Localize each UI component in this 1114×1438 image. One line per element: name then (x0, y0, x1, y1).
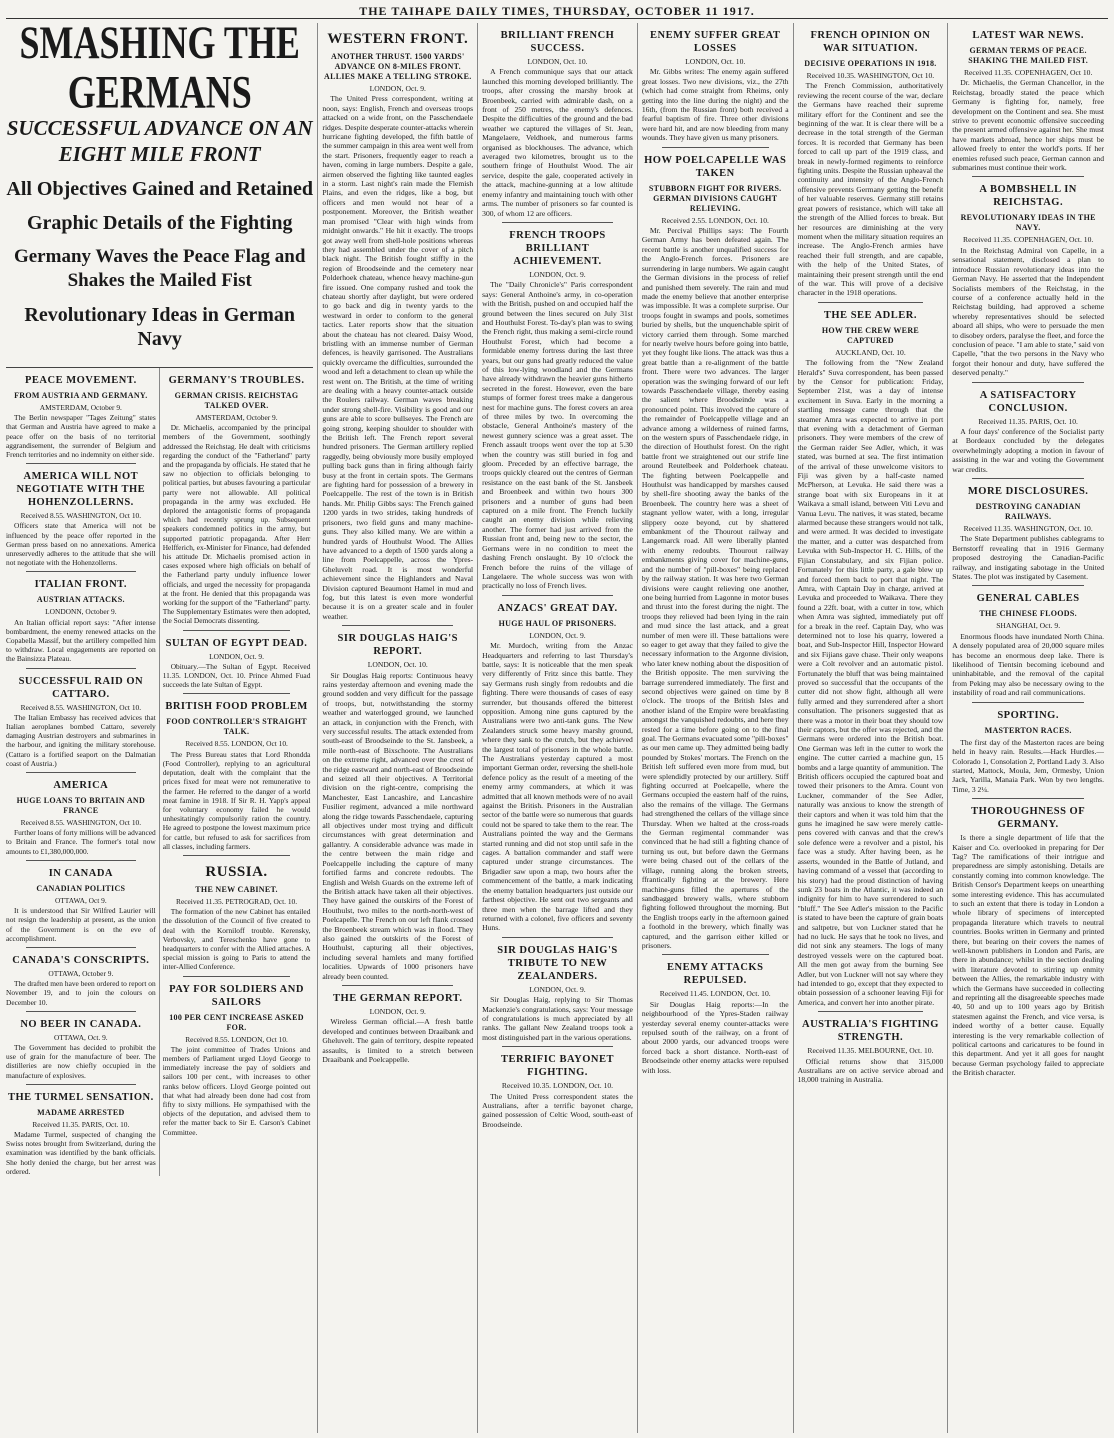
article-body: Dr. Michaelis, accompanied by the principal members of the Government, soothingly addressed the Reichstag. He dealt with criticisms regarding the conduct of the "Fatherland" party and the propaganda by officials. He stated that he saw no objection to officials belonging to political parties, but abuses favouring a particular party were not allowable. All political propaganda in the army was excluded. He deplored the antagonistic forms of propaganda which had recently sprung up. Subsequent speakers condemned politics in the army, but supported patriotic propaganda. After Herr Helfferich, ex-Minister for Finance, had defended his attitude Dr. Michaelis promised action in cases exposed where high officials on behalf of the Fatherland party unduly influence lower officials, and urged the necessity for propaganda at the front. He denied that this propaganda was working for the support of the "Fatherland" party. The Supplementary Estimates were then adopted, the Social Democrats dissenting. (162, 423, 311, 626)
article-body: Sir Douglas Haig reports: Continuous heavy rains yesterday afternoon and evening made the ground sodden and very difficult for the passage of troops, but, notwithstanding the stormy weather and waterlogged ground, we launched an attack, in conjunction with the French, with very successful results. The attack extended from south-east of Broodseinde to the St. Jansbeek, a mile north-east of Bixschoote. The Australians on the extreme right, advanced over the crest of the ridge eastward and north-east of Broodseinde and seized all their objectives. A Territorial division on the right-centre, comprising the Manchester, East Lancashire, and Lancashire Fusilier regiment, advanced a mile northward along the ridge towards Passchendaele, capturing all objectives under most trying and difficult circumstances with great determination and gallantry. A considerable advance was made in the centre between the main ridge and Poelcappelle including the capture of many fortified farms and concrete redoubts. The English and Welsh Guards on the extreme left of the British attack have taken all their objectives. They have gained the outskirts of the Forest of Houthulst, two miles to the north-north-west of Poelcapelle. The French on our left flank crossed the Broenbeek stream which was in flood. They also gained the outskirts of the Forest of Houthulst, capturing all their objectives, including several hamlets and many fortified localities. Upwards of 1000 prisoners have already been counted. (322, 670, 474, 981)
column-rule (502, 222, 613, 223)
column-rule (26, 1084, 136, 1085)
article (952, 592, 1104, 702)
article-body: The French Commission, authoritatively reviewing the recent course of the war, declare the Germans have reached their supreme military effort for the Continent and see the beginning of the war. It is clear there will be a decrease in the total strength of the German forces. It is recorded that Germany has been forced to call up part of the 1919 class, and break in newly-formed regiments to reinforce fighting units. Despite the Russian upheaval the continuity and intensity of the Anglo-French offensive prevents Germany getting the benefit of her valuable reserves. Germany still retains great powers of resistance, which will take all the strength of the Allied forces to break. But her resources are diminishing at the very moment when the military situation requires an increase. The Anglo-French armies have reached their full strength, and are capable, with the help of the United States, of maintaining their present strength until the end of the war. This will prove of a decisive character in the 1918 operations. (797, 81, 944, 298)
article-subheadline: GERMAN TERMS OF PEACE. SHAKING THE MAILED FIST. (968, 46, 1089, 65)
column-1a (6, 368, 160, 1176)
article (6, 1091, 156, 1176)
article-body: Enormous floods have inundated North China. A densely populated area of 20,000 square miles has become an enormous deep lake. There is likelihood of Tientsin becoming icebound and uninhabitable, and the removal of the capital from Peking may also be necessary owing to the instability of road and rail communications. (952, 631, 1105, 698)
article (6, 779, 156, 861)
column-rule (26, 571, 136, 572)
column-rule (818, 302, 924, 303)
article (952, 709, 1104, 799)
article (642, 154, 789, 956)
article-headline: GERMANY'S TROUBLES. (168, 375, 305, 386)
article-body: Madame Turmel, suspected of changing the Swiss notes brought from Switzerland, during the examination was identified by the bank officials. She hotly denied the charge, but her arrest was ordered. (6, 1129, 156, 1176)
article-headline: CANADA'S CONSCRIPTS. (12, 954, 150, 966)
article-dateline: Received 8.55. WASHINGTON, Oct 10. (20, 702, 142, 712)
article (6, 954, 156, 1012)
article-body: The drafted men have been ordered to report on November 19, and to join the colours on December 10. (6, 979, 156, 1007)
column-3 (478, 23, 638, 1433)
column-rule (818, 1011, 924, 1012)
article-dateline: Received 8.55. WASHINGTON, Oct 10. (20, 511, 142, 521)
article-headline: PAY FOR SOLDIERS AND SAILORS (169, 983, 304, 1008)
article-body: Mr. Murdoch, writing from the Anzac Headquarters and referring to last Thursday's battle, says: It is noticeable that the men speak very differently of Fritz since this battle. They say Germans rush singly from redoubts and die fighting. There were thousands of cases of easy surrender, but thousands offered the bitterest opposition. Among nine guns captured by the Australians were two anti-tank guns. The New Zealanders struck some heavy marshy ground, where they sank to the crutch, but they achieved the largest total of prisoners in the whole battle. The Australians yesterday captured a most important German order, reversing the shell-hole defence policy as the result of a meeting of the enemy army commanders, at which it was admitted that all known methods were of no avail against the British. Prisoners in the Australian sector of the battle were so numerous that guards could not be spared to take them to the rear. The Australians pointed the way and the Germans started running and did not stop until safe in the cages. A battalion commander and staff were captured under strange circumstances. The Brigadier saw upon a map, two hours after the commencement of the battle, a mark indicating the enemy battalion headquarters just outside our farthest objective. He sent out two sergeants and three men when the barrage lifted and they returned with a colonel, five officers and seventy Huns. (482, 641, 633, 933)
article-dateline: Received 11.35. MELBOURNE, Oct. 10. (807, 1046, 934, 1056)
article-body: The United Press correspondent, writing at noon, says: English, French and overseas troops attacked on a wide front, on the Passchendaele ridges. Despite desperate counter-attacks wherein hurricane fighting developed, the fifth battle of the summer campaign in this area went well from the start. Prisoners, frequently eager to reach a haven, coming in large numbers. Despite a gale, airmen observed the fighting like taunted eagles in a storm. Last night's rain made the Flemish Plains, and even the ridges, like a bog, but officers and men would not hear of a postponement. Moreover, the British weather man promised "Clear with high winds from midnight onwards." He hit it exactly. The troops got away well from shell-hole positions whereas they had assembled under the cover of a pitch black night. The British fought stiffly in the region of Broodseinde and the cemetery near Polderhoek chateau, whence heavy machine-gun fire issued. One company rushed and took the chateau shortly after daylight, but were ordered to go back and dig in twenty yards to the westward in order to conform to the general tactics. Later reports show that the situation about the chateau has not cleared. Daisy Wood, bristling with an immense number of German defences, is heavily garrisoned. The Australians quickly overcame the difficulties, surrounded the wood and left a detachment to clean up while the rest went on. The British, at the time of writing are dealing with a heavy counter-attack outside the Roulers railway. German waves breaking under strong shell-fire. Visibility is good and our guns are able to score bullseyes. The French are going strong, keeping shoulder to shoulder with the British left. The French report several hundred prisoners. The German artillery replied raggedly, being obviously more busily employed pulling back guns than in firing although fairly busy at the front in certain spots. The Germans are fighting hard for possession of a brewery in Poelcappelle. The rest of the town is in British hands. Mr. Philip Gibbs says: The French gained 1200 yards in two strides, taking hundreds of prisoners, two field guns and many machine-guns. They also killed many. We are within a hundred yards of Houthulst Wood. The Allies have advanced to a depth of 1500 yards along a line from Poelcappelle, across the Ypres-Gheluvelt road. It is most wonderful achievement since the Highlanders and Naval Division captured Beaumont Hamel in mud and fog, but this latest is even more wonderful because it is on a greater scale and in fouler weather. (322, 94, 474, 621)
article-subheadline: ANOTHER THRUST. 1500 YARDS' ADVANCE ON 8-MILES FRONT. ALLIES MAKE A TELLING STROKE. (324, 52, 472, 81)
article-dateline: OTTAWA, Oct 9. (54, 895, 107, 905)
main-headline: SMASHING THE GERMANS (19, 23, 300, 118)
column-rule (26, 772, 136, 773)
article-dateline: Received 10.35. WASHINGTON, Oct 10. (806, 71, 935, 80)
column-rule (662, 147, 769, 148)
article (642, 29, 789, 148)
article (482, 29, 633, 223)
article-subheadline: HUGE LOANS TO BRITAIN AND FRANCE (16, 796, 146, 816)
article-dateline: LONDON, Oct. 9. (209, 651, 264, 661)
article-body: The Berlin newspaper "Tages Zeitung" states that German and Austria have agreed to make a peace offer on the basis of no territorial aggrandisement, the surrender of Belgium and French territories and no indemnity on either side. (6, 413, 156, 460)
article-headline: AUSTRALIA'S FIGHTING STRENGTH. (801, 1019, 939, 1044)
column-rule (183, 630, 291, 631)
article (163, 374, 311, 631)
article (322, 632, 473, 986)
column-4 (638, 23, 794, 1433)
column-rule (183, 855, 291, 856)
column-rule (972, 585, 1084, 586)
article-subheadline: FOOD CONTROLLER'S STRAIGHT TALK. (166, 717, 307, 737)
subhead-4: Germany Waves the Peace Flag and Shakes the Mailed Fist (13, 246, 306, 291)
article (482, 602, 633, 938)
article-dateline: OTTAWA, October 9. (48, 968, 114, 978)
column-rule (502, 1046, 613, 1047)
article-body: It is understood that Sir Wilfred Laurier will not resign the leadership at present, as the union of the Government is on the eve of accomplishment. (6, 906, 156, 943)
article (952, 805, 1104, 1078)
article-headline: FRENCH TROOPS BRILLIANT ACHIEVEMENT. (509, 229, 606, 267)
article (322, 992, 473, 1064)
article-dateline: Received 11.35. COPENHAGEN, Oct. 10. (963, 235, 1094, 245)
article-dateline: Received 8.55. WASHINGTON, Oct 10. (20, 818, 142, 828)
article-body: Obituary.—The Sultan of Egypt. Received 11.35. LONDON, Oct. 10. Prince Ahmed Fuad succeeds the late Sultan of Egypt. (162, 661, 311, 690)
article-subheadline: HOW THE CREW WERE CAPTURED (821, 325, 920, 345)
article-body: Wireless German official.—A fresh battle developed and continues between Draaibank and Gheluvelt. The gain of territory, despite repeated assaults, is limited to a stretch between Draaibank and Poelcappelle. (322, 1017, 474, 1064)
article-body: Sir Douglas Haig reports:—In the neighbourhood of the Ypres-Staden railway yesterday several enemy counter-attacks were repulsed south of the railway, on a front of about 2000 yards, our advanced troops were forced back a short distance. North-east of Broodseinde other enemy attacks were repulsed with loss. (641, 999, 789, 1075)
article (482, 1053, 633, 1129)
article-headline: GENERAL CABLES (976, 593, 1080, 605)
column-rule (972, 702, 1084, 703)
subhead-3: Graphic Details of the Fighting (26, 212, 293, 234)
article-body: Officers state that America will not be influenced by the peace offer reported in the German press based on no annexations. America unreservedly adheres to the attitude that she will not negotiate with the Hohenzollerns. (6, 521, 156, 568)
article (952, 389, 1104, 479)
article-dateline: Received 11.35. PARIS, Oct. 10. (32, 1119, 130, 1129)
column-6 (948, 23, 1108, 1433)
article-dateline: LONDON, Oct. 9. (369, 84, 426, 93)
article-dateline: Received 11.45. LONDON, Oct. 10. (659, 989, 771, 999)
article-body: The joint committee of Trades Unions and members of Parliament urged Lloyd George to immediately increase the pay of soldiers and sailors 100 per cent., with increases to other ranks below officers. Lloyd George pointed out that what had already been done had cost from fifty to sixty millions. He sympathised with the objects of the deputation, and advised them to refer the matter back to Sir E. Carson's Cabinet Committee. (162, 1044, 311, 1137)
article-subheadline: THE CHINESE FLOODS. (979, 609, 1077, 619)
article-headline: ENEMY ATTACKS REPULSED. (666, 962, 764, 987)
article-subheadline: HUGE HAUL OF PRISONERS. (498, 618, 617, 628)
column-1-subcolumns (6, 368, 313, 1176)
article-headline: AMERICA (53, 780, 109, 792)
article-headline: THE GERMAN REPORT. (333, 992, 463, 1004)
article-body: The formation of the new Cabinet has entailed the dissolution of the Council of five created to deal with the Korniloff trouble. Kerensky, Verbovsky, and Tereschenko have gone to headquarters to confer with the Allied attaches. A special mission is going to Paris to attend the inter-Allied Conference. (162, 907, 311, 972)
column-rule (972, 798, 1084, 799)
article-subheadline: CANADIAN POLITICS (36, 883, 126, 893)
article-dateline: LONDON, Oct. 9. (529, 630, 586, 640)
article (163, 983, 311, 1137)
column-rule (502, 937, 613, 938)
article-body: Mr. Gibbs writes: The enemy again suffered great losses. Two new divisions, viz., the 27th (which had come straight from Rheims, only getting into the line during the night) and the 16th, (from the Russian front) both received a fearful baptism of fire. Three other divisions were hard hit, and are now bleeding from many wounds. They have given us many prisoners. (641, 67, 789, 143)
article (163, 864, 311, 977)
article-headline: ANZACS' GREAT DAY. (497, 602, 618, 614)
article-body: The Italian Embassy has received advices that Italian aeroplanes bombed Cattaro, severely damaging Austrian destroyers and submarines in the harbour, and igniting the military storehouse. (Cattaro is a fortified seaport on the Dalmatian coast of Austria.) (6, 712, 156, 768)
article-subheadline: THE NEW CABINET. (195, 884, 278, 894)
article-subheadline: GERMAN CRISIS. REICHSTAG TALKED OVER. (174, 391, 299, 410)
article-dateline: LONDON, Oct. 10. (527, 57, 588, 66)
article-headline: A SATISFACTORY CONCLUSION. (979, 389, 1077, 414)
column-rule (972, 176, 1084, 177)
article-subheadline: DECISIVE OPERATIONS IN 1918. (804, 59, 937, 68)
article-dateline: Received 11.35. PARIS, Oct. 10. (978, 416, 1078, 426)
article-dateline: Received 11.35. COPENHAGEN, Oct 10. (963, 68, 1093, 77)
column-rule (183, 976, 291, 977)
article-headline: RUSSIA. (205, 863, 268, 880)
column-rule (26, 668, 136, 669)
article-dateline: OTTAWA, Oct. 9. (54, 1032, 108, 1042)
article-headline: BRILLIANT FRENCH SUCCESS. (500, 30, 615, 54)
article-dateline: LONDON, Oct. 10. (685, 57, 746, 66)
front-banner (6, 23, 314, 368)
article (163, 700, 311, 855)
article-subheadline: STUBBORN FIGHT FOR RIVERS. GERMAN DIVISIONS CAUGHT RELIEVING. (648, 183, 782, 213)
article-headline: THE TURMEL SENSATION. (7, 1091, 154, 1103)
article-headline: MORE DISCLOSURES. (967, 486, 1089, 497)
article (642, 961, 789, 1075)
column-rule (342, 985, 453, 986)
article-headline: SIR DOUGLAS HAIG'S REPORT. (337, 633, 458, 658)
article (952, 29, 1104, 177)
article (798, 309, 944, 1012)
article-dateline: LONDON, Oct. 9. (529, 269, 586, 279)
article (952, 183, 1104, 382)
masthead: THE TAIHAPE DAILY TIMES, THURSDAY, OCTOBER 11 1917. (6, 4, 1108, 19)
article-headline: BRITISH FOOD PROBLEM (165, 701, 308, 713)
article-dateline: Received 8.55. LONDON, Oct 10. (185, 1034, 288, 1044)
article-dateline: LONDON, Oct. 9. (529, 984, 586, 994)
article (798, 29, 944, 303)
article-dateline: Received 2.55. LONDON, Oct. 10. (661, 215, 769, 225)
column-rule (342, 625, 453, 626)
article-dateline: LONDON, Oct. 10. (367, 660, 428, 670)
article (482, 229, 633, 596)
column-rule (26, 947, 136, 948)
article-headline: LATEST WAR NEWS. (972, 30, 1084, 41)
article-headline: IN CANADA (48, 867, 113, 879)
article-dateline: Received 11.35. WASHINGTON, Oct. 10. (963, 524, 1093, 533)
article-headline: SUCCESSFUL RAID ON CATTARO. (18, 675, 144, 700)
column-1b (160, 368, 314, 1176)
article-headline: WESTERN FRONT. (327, 31, 469, 47)
article-subheadline: MASTERTON RACES. (984, 725, 1072, 735)
article (6, 470, 156, 572)
article-dateline: LONDONN, October 9. (45, 607, 117, 617)
article-body: The "Daily Chronicle's" Paris correspondent says: General Anthoine's army, in co-operation with the British, pushed on and occupied half the ground between the lines secured on July 31st and Houthulst Forest. To-day's plan was to swing the French right, thus making a semi-circle round Houthulst Forest, which had become a formidable enemy fortress during the last three years, but our guns had greatly reduced the value of this low-lying woodland and the Germans have already withdrawn the heavier guns hitherto secreted in the forest. However, even the bare stumps of former forest trees make a dangerous nest for machine guns. The forest covers an area of three miles by two. In overcoming the obstacle, General Anthoine's mastery of the newest gunnery science was a great asset. The French assault troops went over the top at 5.30 when the country was still buried in fog and gloom. Preceded by an effective barrage, the troops quickly cleared out the centres of German resistance on the east bank of the St. Jansbeek and Broenbeek and within two hours 300 prisoners and a number of guns had been captured on a mile front. The French luckily caught an enemy division while relieving another. The former had just arrived from the Russian front and, being new to the sector, the Germans were in no condition to meet the dashing French onslaught. By 10 o'clock the French before the ruins of the village of Langelaere. The whole success was won with practically no loss of French lives. (482, 280, 633, 591)
article-dateline: Received 8.55. LONDON, Oct 10. (185, 739, 288, 749)
article (952, 485, 1104, 586)
article-body: The following from the "New Zealand Herald's" Suva correspondent, has been passed by the Censor for publication: Friday, September 21st, was a day of intense excitement in Suva. Early in the morning a startling message came through that the steamer Amra was expected to arrive in port that evening with a detachment of German prisoners. They were members of the crew of the German raider See Adler, which, it was stated, was burned at sea. The first intimation of the arrival of these unwelcome visitors to Fiji was given by a half-caste named McPherson, at Levuka. He said there was a strange boat with six Europeans in it at Waikava a small island, between Viti Levu and Vanua Levu. The natives, it was stated, became alarmed because these strangers would not talk, and were armed. It was decided to investigate the matter, and a cutter was despatched from Levuka with Sub-Inspector H. C. Hills, of the Fijian Constabulary, and six Fijian police. Fortunately for this little party, a gale blew up and forced them back to port that night. The Amra, with Captain Day in charge, arrived at Levuka and proceeded to Waikava. There they found a 22ft. boat, with a cutter in tow, which when Amra was sighted, immediately put off for a break in the reef. Captain Day, who was determined not to lose his quarry, lowered a boat, and Sub-Inspector Hill, Inspector Howard and six Fijians gave chase. Their only weapons were a Colt revolver and an automatic pistol. Fortunately the bluff that was being maintained proved so successful that the occupants of the cutter did not show fight, although all were fully armed and they surrendered after a short consultation. The prisoners suggested that as there was a motor in their boat they should tow their captors, but the offer was rejected, and the Germans were ordered into the British boat. One German was left in the cutter to work the engine. The cutter carried a machine gun, 15 bombs and a large quantity of ammunition. The British officers occupied the captured boat and towed their prisoners to the Amra. Count von Luckner, commander of the See Adler, naturally was anxious to know the strength of their captors and when it was told him that the guns he imagined he saw were merely cattle-pens covered with canvas and that the crew's sole defence were a revolver and a pistol, his face was a study. After having been, as he asserts, wounded in the Battle of Jutland, and having command of a vessel that (according to his story) had the proud distinction of having sunk 23 boats in the Atlantic, it was indeed an indignity for him to have surrendered to such "bluff." The See Adler's mission to the Pacific is stated to have been the capture of grain boats and saltpetre, but von Luckner stated that he had no luck. He says that he took no lives, and did not sink any steamers. The logs of many destroyed vessels were on the captured boat. All the men got away from the burning See Adler, but von Luckner will not say where they had intended to go, except that they expected to obtain possession of a schooner leaving Fiji for America, and convert her into another pirate. (797, 358, 944, 1007)
article-headline: TERRIFIC BAYONET FIGHTING. (501, 1054, 614, 1079)
article-headline: AMERICA WILL NOT NEGOTIATE WITH THE HOHENZOLLERNS. (16, 471, 146, 509)
article-headline: PEACE MOVEMENT. (24, 375, 137, 386)
subhead-5: Revolutionary Ideas in German Navy (24, 304, 295, 350)
article-headline: FRENCH OPINION ON WAR SITUATION. (810, 30, 931, 54)
article-body: The Press Bureau states that Lord Rhondda (Food Controller), replying to an agricultural deputation, dealt with the complaint that the prices fixed for meat were not remunerative to the farmer. He referred to the danger of a world meat famine in 1918. If Sir R. H. Yapp's appeal for voluntary economy failed he would unhesitatingly compulsorily ration the country. He agreed to postpone the lowest maximum price for cattle, but refused to ask for sacrifices from all classes, including farmers. (162, 749, 311, 851)
article-dateline: AMSTERDAM, October 9. (195, 413, 278, 422)
article (322, 31, 473, 626)
article-body: Official returns show that 315,000 Australians are on active service abroad and 18,000 training in Australia. (797, 1056, 944, 1085)
article (6, 578, 156, 668)
subhead-1: SUCCESSFUL ADVANCE ON AN EIGHT MILE FRONT (6, 116, 313, 166)
article (6, 374, 156, 464)
article-headline: NO BEER IN CANADA. (20, 1018, 142, 1030)
article (798, 1018, 944, 1085)
article-body: A four days' conference of the Socialist party at Bordeaux concluded by the delegates overwhelmingly adopting a motion in favour of assisting in the war and voting the Government war credits. (952, 426, 1105, 474)
column-rule (183, 693, 291, 694)
subhead-2: All Objectives Gained and Retained (6, 178, 314, 200)
column-rule (26, 860, 136, 861)
article-dateline: SHANGHAI, Oct. 9. (996, 621, 1061, 631)
article-headline: THOROUGHNESS OF GERMANY. (971, 806, 1086, 831)
column-rule (972, 382, 1084, 383)
article-headline: SULTAN OF EGYPT DEAD. (165, 637, 308, 649)
article-body: Dr. Michaelis, the German Chancellor, in the Reichstag, broadly stated the peace which Germany is fighting for, namely, free development on the Continent and sea. She must strive to prevent economic offensive succeeding the present armed offensive against her. She must have markets abroad, hence her ships must be allowed freely to enter the world's ports. If her enemies refused such peace, German cannon and submarines must continue their work. (952, 78, 1105, 173)
article-subheadline: FROM AUSTRIA AND GERMANY. (14, 391, 148, 400)
column-rule (26, 1011, 136, 1012)
article-body: An Italian official report says: "After intense bombardment, the enemy renewed attacks on the Copabella Massif, but the artillery compelled him to withdraw. Local engagements are reported on the Bainsizza Plateau. (6, 617, 156, 664)
article-headline: HOW POELCAPELLE WAS TAKEN (644, 154, 787, 179)
article-body: The first day of the Masterton races are being held in heavy rain. Results.—Hack Hurdles.—Colorado 1, Consolation 2, Portland Lady 3. Also started, Mattock, Moula, Jem, Ormesby, Union Jack, Yarilla, Manaia Park. Won by two lengths. Time, 3 2¼. (952, 737, 1105, 794)
article-body: The State Department publishes cablegrams to Bernstorff revealing that in 1916 Germany proposed destroying the Canadian-Pacific railway, and instigating sabotage in the United States. The plot was instigated by Casement. (952, 534, 1105, 582)
article-body: Mr. Percival Phillips says: The Fourth German Army has been defeated again. The recent battle is another unqualified success for the Anglo-French forces. Prisoners are surrendering in large numbers. We again caught the German divisions in the process of relief and punished them severely. The rain and mud made the enemy believe that another enterprise was impossible. It was a complete surprise. Our troops fought in swamps and pools, sometimes buried by shells, but the unquenchable spirit of victory carried them through. Some marched for nearly twelve hours before going into battle, yet they fought like lions. The attack was thus a great battle than a re-alignment of the battle front. There were two advances. The larger operation was the swinging forward of our left towards Passchendaele village, thereby easing the salient where Broodseinde was a pronounced point. This involved the capture of the remainder of Poelcappelle village and an advance among a wilderness of ruined farms, on the western spurs of Passchendaele ridge, in the direction of Houthulst forest. On the right battle front we straightened out our strife line around Reutelbeek and Polderhoek chateau. The fighting between Poelcappelle and Houthulst was handicapped by marshes caused by shell-fire shooting away the banks of the Broenbeek. The country here was a sheet of stagnant yellow water, with a long, irregular slippery ooze beyond, cut by shattered embankment of the Thourout railway and Langemarck road. All were liberally planted with enemy redoubts. Thourout railway embankments giving cover for machine-guns, and the number of "pill-boxes" being replaced by the railway station. It was here two German divisions were caught relieving one another, one being hurried from Lagonne in motor buses and thrust into the forest during the night. The troops they relieved had been lying in the rain and mud since the last attack, and a great number of men were ill. These battalions were so eager to get away that they failed to give the necessary information to the Argonne division, who later knew nothing about the disposition of the British opposite. The men surviving the barrage surrendered immediately. The first and second objectives were gained on time by 8 o'clock. The troops of the British Isles and another island of the Empire were breakfasting amongst the vanquished redoubts, and here they rested for a time before going on to the final goal. The Germans evacuated some "pill-boxes" as our men came up. They admitted being badly pounded by Stokes' mortars. The French on the British left suffered even more from mud, but were splendidly protected by our artillery. Stiff fighting occurred at Poelcapelle, where the Germans occupied the eastern half of the ruins, also the remains of the village. The Germans had strengthened the cellars of the village since Thursday. When we halted at the cross-roads the German regimental commander was convinced that he had still a fighting chance of turning us out, but before dawn the Germans were being chased out of the cellars of the village, running along the broken streets, ffrantically fighting at the brewery. Here machine-guns filled the apertures of the sandbagged brewery walls, where stubborn fighting followed throughout the morning. But the English troops early in the afternoon gained a foothold in the brewery, which finally was captured, and the garrison either killed or prisoners. (641, 226, 789, 950)
article-dateline: Received 11.35. PETROGRAD, Oct. 10. (176, 896, 298, 906)
article-subheadline: MADAME ARRESTED (37, 1107, 125, 1117)
article-headline: SIR DOUGLAS HAIG'S TRIBUTE TO NEW ZEALANDERS. (497, 944, 618, 982)
article-body: The Government has decided to prohibit the use of grain for the manufacture of beer. The distilleries are now chiefly occupied in the manufacture of explosives. (6, 1042, 156, 1080)
article-subheadline: DESTROYING CANADIAN RAILWAYS. (975, 502, 1081, 521)
article-body: A French communique says that our attack launched this morning developed brilliantly. The troops, after crossing the marshy brook at Broenbeek, carried with admirable dash, on a front of 250 metres, the enemy's defences. Despite the difficulties of the ground and the bad weather we captured the villages of St. Jean, Mangelaere, Veldhoek, and numerous farms organised as blockhouses. The advance, which averaged two kilometres, brought us to the southern fringe of Houthulst Wood. The air service, despite the gale, cooperated actively in the attack, machine-gunning at a low altitude enemy infantry and maintaining touch with other arms. The number of prisoners so far counted is 300, of whom 12 are officers. (482, 67, 633, 218)
article-body: Is there a single department of life that the Kaiser and Co. overlooked in preparing for Der Tag? The ramifications of their intrigue and preparedness are simply astonishing. Details are constantly coming into common knowledge. The British Censor's Department keeps on unearthing some interesting evidence. This has accumulated to such an extent that there is today in London a whole library of specimens of intercepted propaganda literature which travels to neutral countries. Books written in Germany and printed there, but bearing on their covers the names of well-known publishers in London and Paris, are there in abundance; whilst in the section dealing with literature devoted to stirring up enmity between the Allies, the remarkable industry with which the Germans have succeeded in collecting and reprinting all the disagreeable speeches made 40, 50 and up to 100 years ago by British statesmen against the French, and vice versa, is indeed worthy of a better cause. Equally interesting is the very remarkable collection of political cartoons and caricatures to be found in this department. And yet it all goes for naught because German psychology failed to appreciate the British character. (952, 833, 1105, 1078)
article-dateline: AUCKLAND, Oct. 10. (835, 347, 906, 357)
column-rule (662, 954, 769, 955)
article-body: Sir Douglas Haig, replying to Sir Thomas Mackenzie's congratulations, says: Your message of congratulations is much appreciated by all ranks. The gallant New Zealand troops took a most distinguished part in the various operations. (482, 995, 633, 1042)
article-subheadline: AUSTRIAN ATTACKS. (36, 595, 125, 605)
article-headline: A BOMBSHELL IN REICHSTAG. (979, 184, 1077, 209)
article-dateline: Received 10.35. LONDON, Oct. 10. (501, 1081, 614, 1091)
article-headline: THE SEE ADLER. (823, 309, 917, 321)
article-subheadline: REVOLUTIONARY IDEAS IN THE NAVY. (960, 213, 1096, 233)
article-body: The United Press correspondent states the Australians, after a terrific bayonet charge, gained possession of Celtic Wood, south-east of Broodseinde. (482, 1091, 633, 1129)
article (6, 1018, 156, 1085)
article-dateline: LONDON, Oct. 9. (369, 1006, 426, 1016)
article-headline: SPORTING. (997, 709, 1059, 721)
article-dateline: AMSTERDAM, October 9. (39, 403, 122, 412)
column-5 (794, 23, 949, 1433)
column-1 (6, 23, 318, 1433)
article-subheadline: 100 PER CENT INCREASE ASKED FOR. (169, 1012, 304, 1032)
columns (6, 23, 1108, 1433)
column-2 (318, 23, 478, 1433)
article-headline: ENEMY SUFFER GREAT LOSSES (650, 30, 781, 54)
article (6, 675, 156, 773)
article (6, 867, 156, 948)
column-rule (972, 478, 1084, 479)
article-headline: ITALIAN FRONT. (34, 579, 128, 591)
article-body: Further loans of forty millions will be advanced to Britain and France. The former's total now amounts to £1,380,000,000. (6, 828, 156, 856)
column-rule (26, 463, 136, 464)
article-body: In the Reichstag Admiral von Capelle, in a sensational statement, disclosed a plan to introduce Russian revolutionary ideas into the German Navy. He asserted that the Independent Socialists members of the Reichstag, in the course of a conference actually held in the Reichstag building, had approved a scheme whereby representatives should be selected aboard all ships, who were to persuade the men to disobey orders, paralyse the fleet, and force the conclusion of peace. "I am able to state," said von Capelle, "that the two persons in the Navy who forgot their honour and duty, have suffered the deserved penalty." (952, 245, 1105, 378)
article (163, 637, 311, 695)
column-rule (502, 595, 613, 596)
article (482, 944, 633, 1047)
